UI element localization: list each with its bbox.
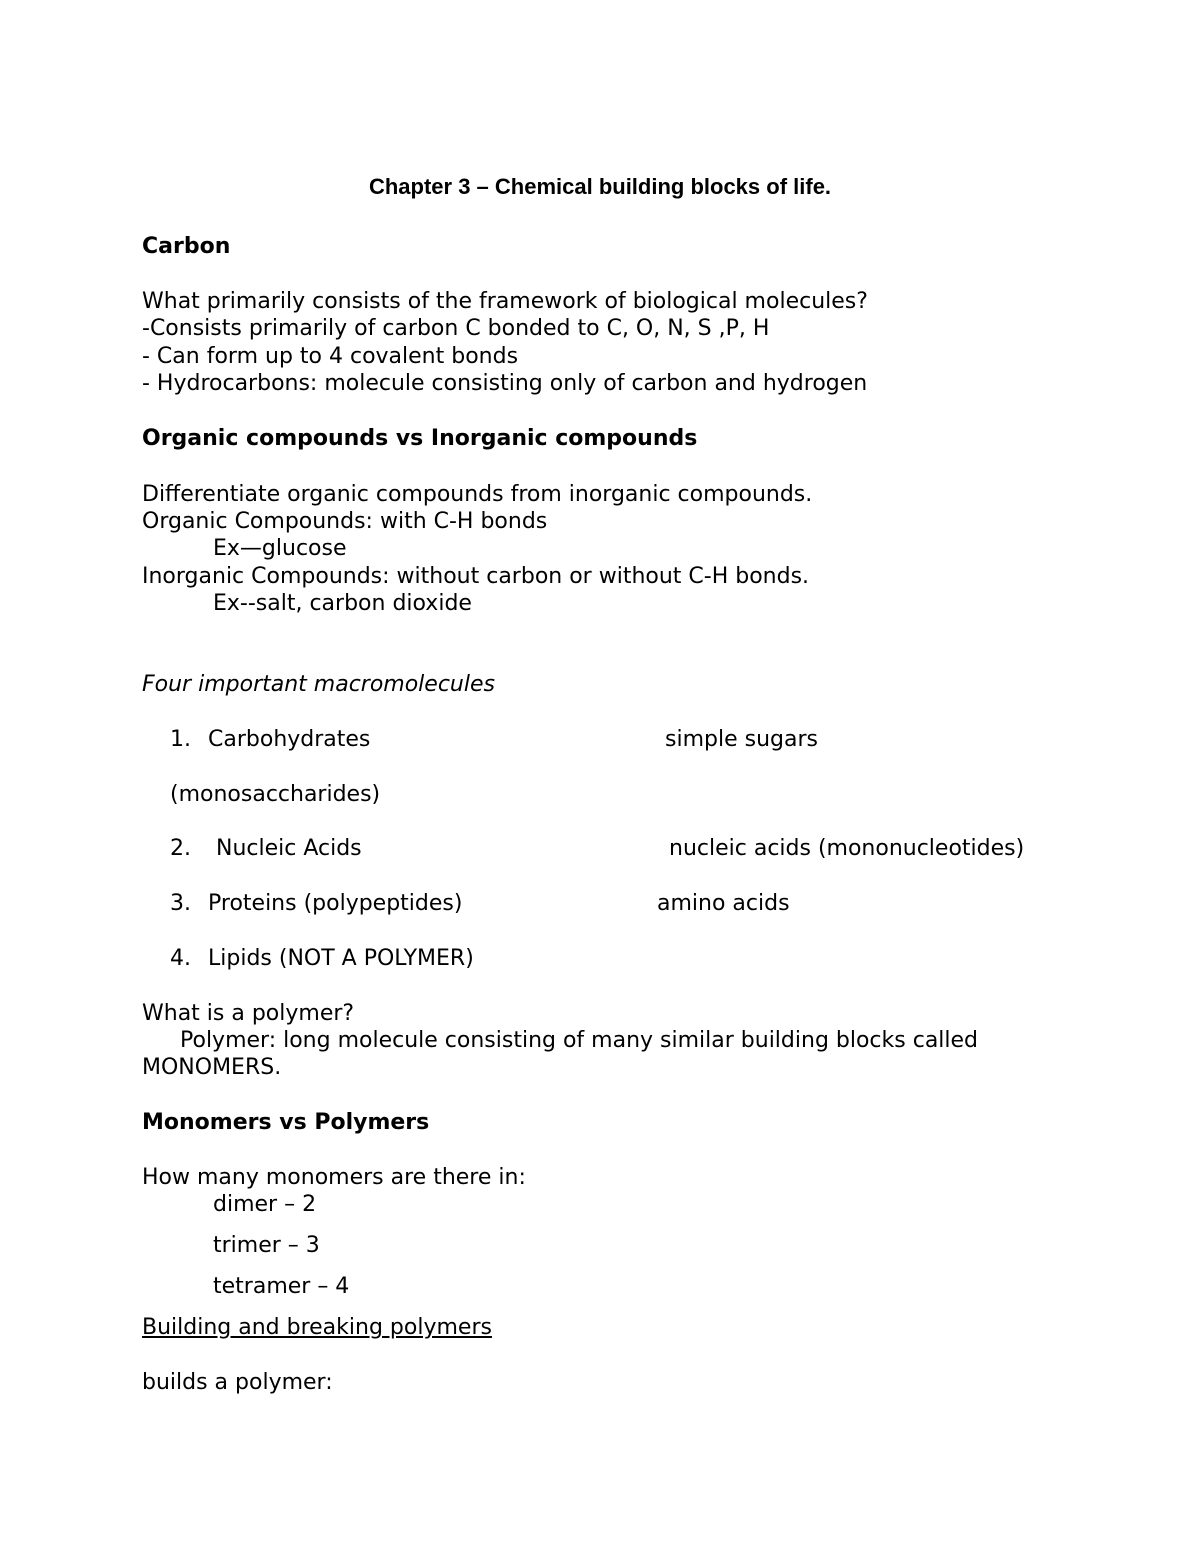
macromolecule-name: Proteins (polypeptides) — [208, 891, 463, 916]
macromolecule-monomer: amino acids — [657, 891, 790, 916]
organic-definition: Organic Compounds: with C-H bonds — [142, 509, 548, 534]
carbon-point: - Hydrocarbons: molecule consisting only of carbon and hydrogen — [142, 371, 868, 396]
polymer-definition-continued: MONOMERS. — [142, 1055, 282, 1080]
macromolecule-monomer: simple sugars — [665, 727, 818, 752]
monomers-question: How many monomers are there in: — [142, 1165, 526, 1190]
page-title: Chapter 3 – Chemical building blocks of life. — [368, 174, 832, 199]
list-item-number: 2. — [170, 836, 191, 861]
monomer-count-item: trimer – 3 — [213, 1233, 320, 1258]
list-item-number: 4. — [170, 946, 191, 971]
monomer-count-item: tetramer – 4 — [213, 1274, 350, 1299]
polymer-definition: Polymer: long molecule consisting of many similar building blocks called — [180, 1028, 979, 1053]
monomer-count-item: dimer – 2 — [213, 1192, 317, 1217]
inorganic-example: Ex--salt, carbon dioxide — [213, 591, 472, 616]
macromolecule-name: Carbohydrates — [208, 727, 371, 752]
carbon-heading: Carbon — [142, 234, 231, 259]
list-item-number: 1. — [170, 727, 191, 752]
carbon-question: What primarily consists of the framework of biological molecules? — [142, 289, 868, 314]
inorganic-definition: Inorganic Compounds: without carbon or without C-H bonds. — [142, 564, 810, 589]
carbon-point: -Consists primarily of carbon C bonded to C, O, N, S ,P, H — [142, 316, 770, 341]
macromolecules-heading: Four important macromolecules — [142, 672, 495, 697]
macromolecule-monomer-extra: (monosaccharides) — [170, 782, 381, 807]
builds-polymer-line: builds a polymer: — [142, 1370, 333, 1395]
monomers-heading: Monomers vs Polymers — [142, 1110, 430, 1135]
macromolecule-monomer: nucleic acids (mononucleotides) — [669, 836, 1025, 861]
carbon-point: - Can form up to 4 covalent bonds — [142, 344, 519, 369]
organic-heading: Organic compounds vs Inorganic compounds — [142, 426, 698, 451]
building-heading: Building and breaking polymers — [142, 1315, 492, 1340]
organic-prompt: Differentiate organic compounds from inorganic compounds. — [142, 482, 813, 507]
polymer-question: What is a polymer? — [142, 1001, 355, 1026]
organic-example: Ex—glucose — [213, 536, 347, 561]
macromolecule-name: Nucleic Acids — [216, 836, 362, 861]
macromolecule-name: Lipids (NOT A POLYMER) — [208, 946, 474, 971]
list-item-number: 3. — [170, 891, 191, 916]
